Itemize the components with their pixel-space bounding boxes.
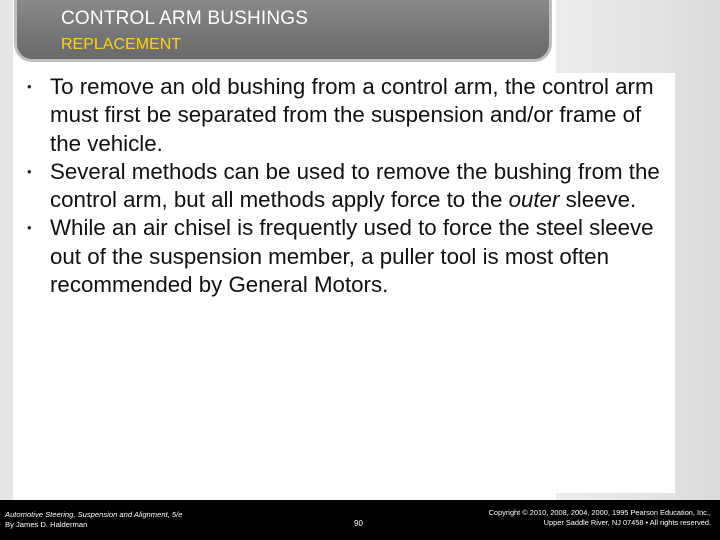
footer-book-info [5, 510, 182, 530]
left-decorative-panel [0, 0, 13, 500]
footer-page-number: 90 [354, 519, 363, 528]
slide-title: CONTROL ARM BUSHINGS [61, 8, 309, 29]
bullet-dot: • [27, 79, 32, 94]
footer-copyright [411, 508, 711, 528]
title-bar [14, 0, 552, 62]
bullet-item [15, 73, 675, 158]
footer-author: By James D. Halderman [5, 520, 88, 529]
bullet-dot: • [27, 220, 32, 236]
bullet-item [15, 214, 675, 299]
footer-bar [0, 500, 720, 540]
slide-content [15, 73, 675, 493]
bullet-dot: • [27, 163, 32, 179]
bullet-text: To remove an old bushing from a control arm, the control arm must first be separated from the suspension and/or frame of the vehicle. [50, 74, 654, 156]
slide-subtitle: REPLACEMENT [61, 36, 182, 53]
bullet-text: While an air chisel is frequently used to force the steel sleeve out of the suspension member, a puller tool is most often recommended by General Motors. [50, 215, 654, 298]
footer-book-title: Automotive Steering, Suspension and Alignment, 5/e [5, 510, 183, 519]
footer-copyright-line1: Copyright © 2010, 2008, 2004, 2000, 1995 Pearson Education, Inc., [488, 508, 711, 517]
bullet-list [15, 73, 675, 299]
footer-copyright-line2: Upper Saddle River, NJ 07458 • All rights reserved. [543, 518, 711, 527]
bullet-item [15, 158, 675, 215]
bullet-emphasis: outer [508, 187, 560, 213]
bullet-text-start: Several methods can be used to remove the bushing from the control arm, but all methods apply force to the [50, 158, 660, 213]
bullet-text-end: sleeve. [559, 187, 637, 213]
